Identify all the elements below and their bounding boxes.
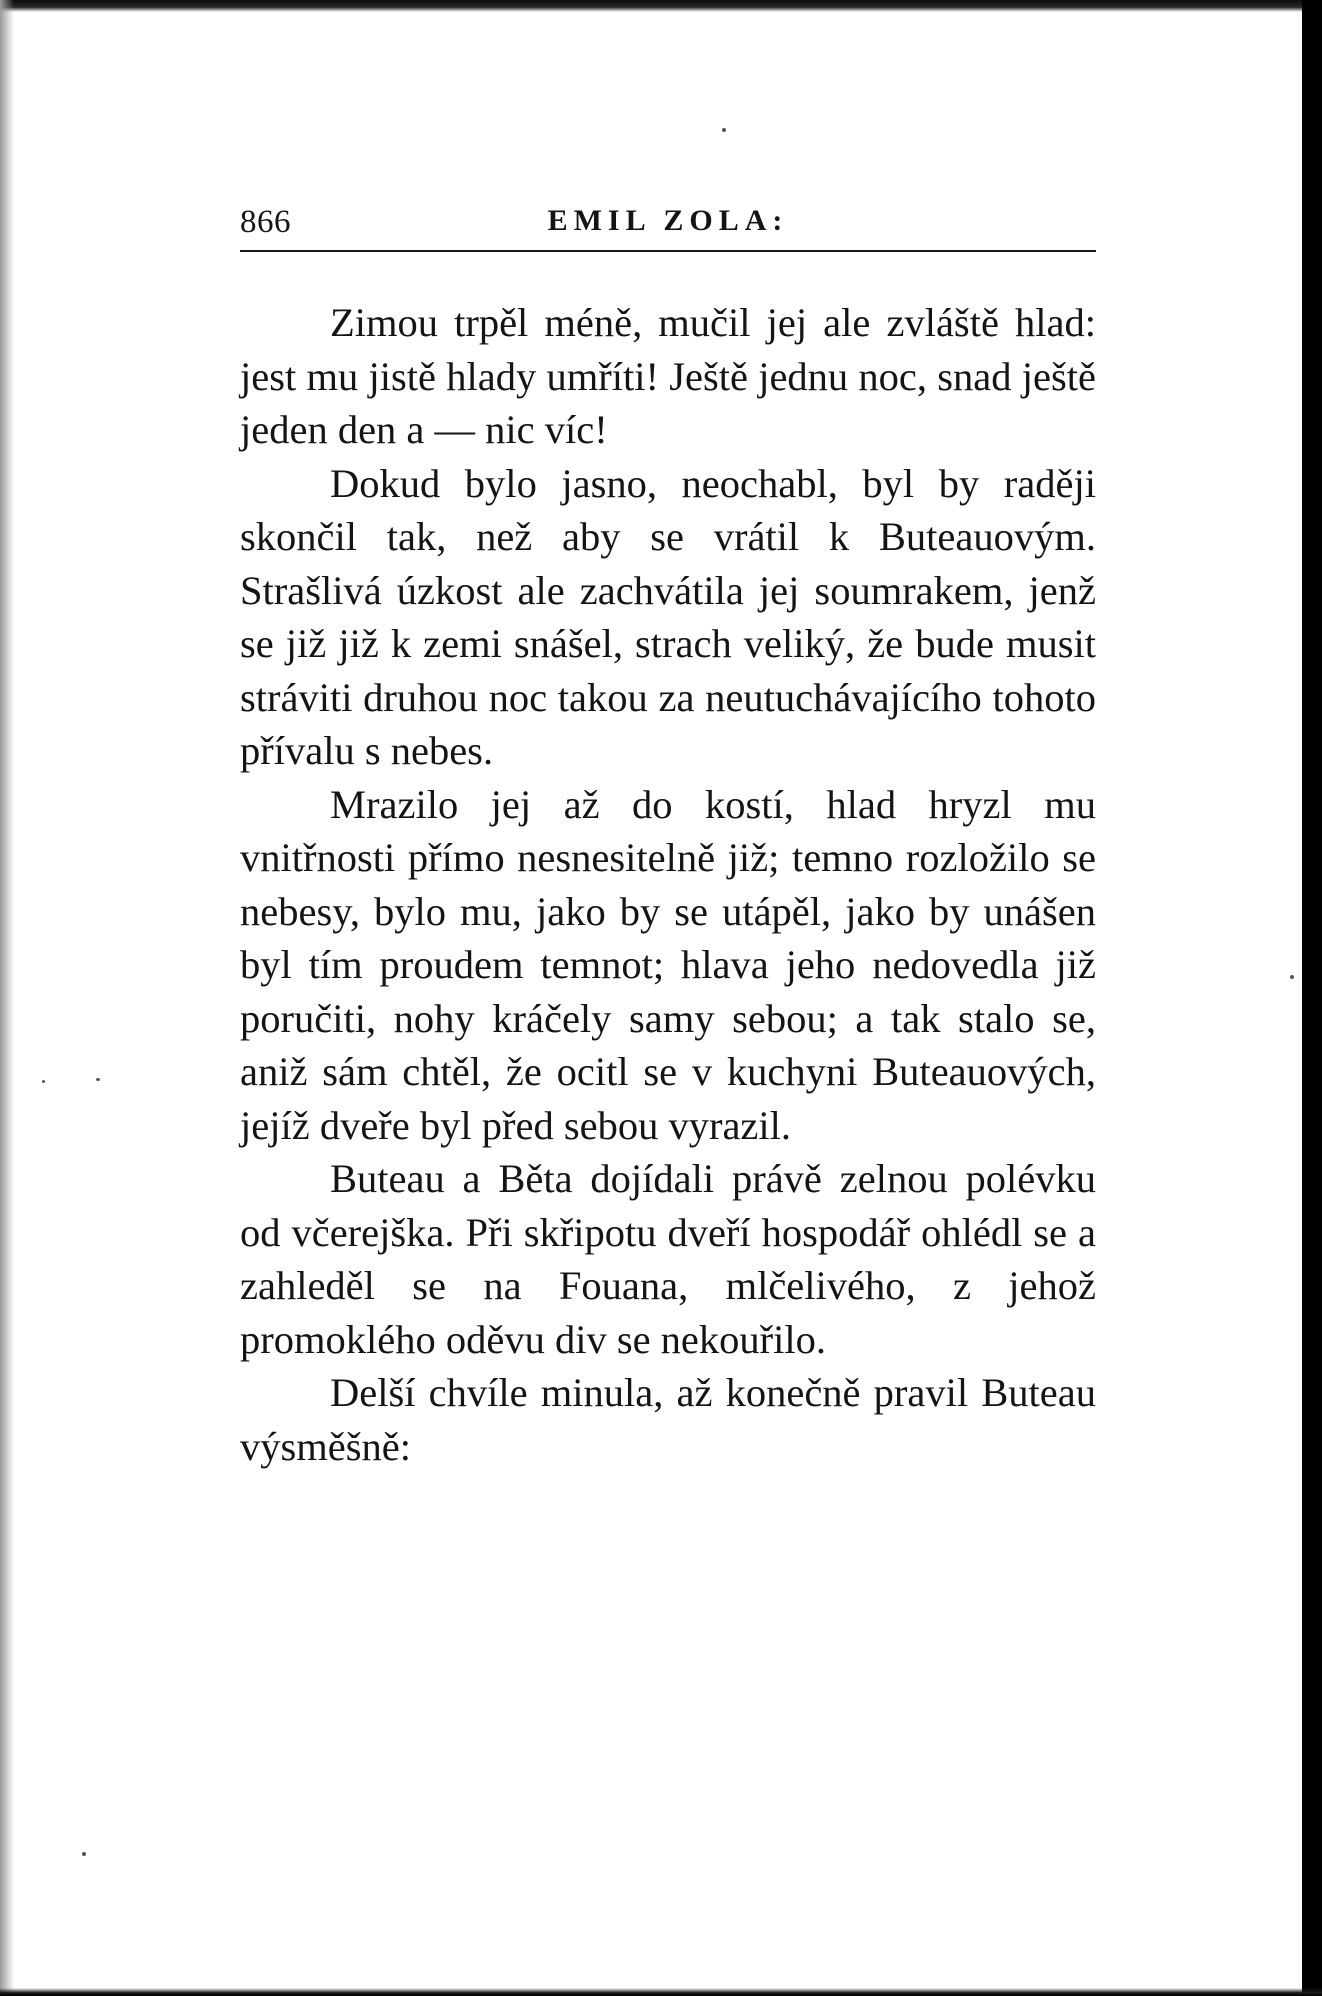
scan-edge-top xyxy=(0,0,1322,12)
paragraph: Zimou trpěl méně, mučil jej ale zvláště hlad: jest mu jistě hlady umříti! Ještě jednu noc, snad ještě jeden den a — nic víc! xyxy=(240,300,1096,452)
scan-speck xyxy=(722,128,726,132)
header-rule xyxy=(240,250,1096,252)
page-number: 866 xyxy=(240,204,291,240)
body-text xyxy=(240,296,1096,1473)
page-header xyxy=(240,190,1096,250)
scan-speck xyxy=(96,1078,100,1081)
book-page xyxy=(240,190,1096,1473)
scan-speck xyxy=(42,1080,45,1083)
paragraph: Dokud bylo jasno, neochabl, byl by raději skončil tak, než aby se vrátil k Buteauovým. Strašlivá úzkost ale zachvátila jej soumrakem, jenž se již již k zemi snášel, strach veliký, že bude musit stráviti druhou noc takou za neutuchávajícího tohoto přívalu s nebes. xyxy=(240,460,1096,773)
scan-edge-left xyxy=(0,0,14,1996)
running-title: EMIL ZOLA: xyxy=(547,204,789,237)
paragraph: Delší chvíle minula, až konečně pravil Buteau výsměšně: xyxy=(240,1370,1096,1469)
scan-edge-right xyxy=(1302,0,1322,1996)
paragraph: Buteau a Běta dojídali právě zelnou polévku od včerejška. Při skřipotu dveří hospodář ohlédl se a zahleděl se na Fouana, mlčelivého, z jehož promoklého oděvu div se nekouřilo. xyxy=(240,1156,1096,1362)
paragraph: Mrazilo jej až do kostí, hlad hryzl mu vnitřnosti přímo nesnesitelně již; temno rozložilo se nebesy, bylo mu, jako by se utápěl, jako by unášen byl tím proudem temnot; hlava jeho nedovedla již poručiti, nohy kráčely samy sebou; a tak stalo se, aniž sám chtěl, že ocitl se v kuchyni Buteauových, jejíž dveře byl před sebou vyrazil. xyxy=(240,781,1096,1148)
scan-speck xyxy=(82,1852,86,1856)
scan-speck xyxy=(1290,975,1294,979)
scan-edge-bottom xyxy=(0,1988,1322,1996)
